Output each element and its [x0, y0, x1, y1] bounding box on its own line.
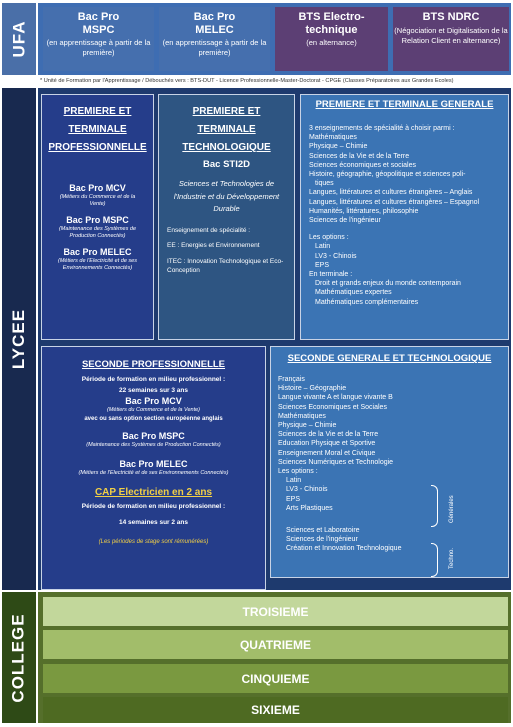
college-cinquieme: CINQUIEME: [43, 664, 508, 693]
ufa-box-bts-ndrc: BTS NDRC (Négociation et Digitalisation de la Relation Client en alternance): [393, 7, 509, 71]
section-label-ufa: UFA: [2, 3, 36, 75]
section-label-college: COLLEGE: [2, 592, 36, 723]
label-generales: Générales: [449, 495, 455, 523]
ufa-box-bts-electrotechnique: BTS Electro- technique (en alternance): [275, 7, 388, 71]
box-premiere-terminale-techno: PREMIERE ET TERMINALE TECHNOLOGIQUE Bac STI2D Sciences et Technologies de l'Industrie et du Développement Durable Enseignement de spécialité : EE : Energies et Environnement ITEC : Innovation Technologique et Eco-Conception: [158, 94, 295, 340]
college-troisieme: TROISIEME: [43, 597, 508, 626]
ufa-box-mspc: Bac Pro MSPC (en apprentissage à partir de la première): [43, 7, 154, 71]
box-premiere-terminale-pro: PREMIERE ET TERMINALE PROFESSIONNELLE Bac Pro MCV (Métiers du Commerce et de la Vente) Bac Pro MSPC (Maintenance des Systèmes de Production Connectés) Bac Pro MELEC (Métiers de l'Electricité et de ses Environnements Connectés): [41, 94, 154, 340]
college-sixieme: SIXIEME: [43, 697, 508, 723]
box-seconde-generale-techno: SECONDE GENERALE ET TECHNOLOGIQUE Français Histoire – Géographie Langue vivante A et langue vivante B Sciences Economiques et Sociales Mathématiques Physique – Chimie Sciences de la Vie et de la Terre Education Physique et Sportive Enseignement Moral et Civique Sciences Numériques et Technologie Les options : Latin LV3 - Chinois EPS Arts Plastiques Sciences et Laboratoire Sciences de l'ingénieur Création et Innovation Technologique Générales Techno.: [270, 346, 509, 578]
ufa-box-melec: Bac Pro MELEC (en apprentissage à partir de la première): [159, 7, 270, 71]
label-techno: Techno.: [449, 547, 455, 569]
section-label-lycee: LYCEE: [2, 88, 36, 590]
college-quatrieme: QUATRIEME: [43, 630, 508, 659]
brace-techno: [431, 543, 438, 577]
ufa-footnote: * Unité de Formation par l'Apprentissage / Débouchés vers : BTS-DUT - Licence Professionnelle-Master-Doctorat - CPGE (Classes Préparatoires aux Grandes Ecoles): [40, 78, 454, 84]
box-premiere-terminale-generale: PREMIERE ET TERMINALE GENERALE 3 enseignements de spécialité à choisir parmi : Mathématiques Physique – Chimie Sciences de la Vie et de la Terre Sciences économiques et sociales Histoire, géographie, géopolitique et sciences poli- tiques Langues, littératures et cultures étrangères – Anglais Langues, littératures et cultures étrangères – Espagnol Humanités, littératures, philosophie Sciences de l'ingénieur Les options : Latin LV3 - Chinois EPS En terminale : Droit et grands enjeux du monde contemporain Mathématiques expertes Mathématiques complémentaires: [300, 94, 509, 340]
box-seconde-pro: SECONDE PROFESSIONNELLE Période de formation en milieu professionnel : 22 semaines sur 3 ans Bac Pro MCV (Métiers du Commerce et de la Vente) avec ou sans option section européenne anglais Bac Pro MSPC (Maintenance des Systèmes de Production Connectés) Bac Pro MELEC (Métiers de l'Electricité et de ses Environnements Connectés) CAP Electricien en 2 ans Période de formation en milieu professionnel : 14 semaines sur 2 ans (Les périodes de stage sont rémunérées): [41, 346, 266, 590]
brace-generales: [431, 485, 438, 527]
